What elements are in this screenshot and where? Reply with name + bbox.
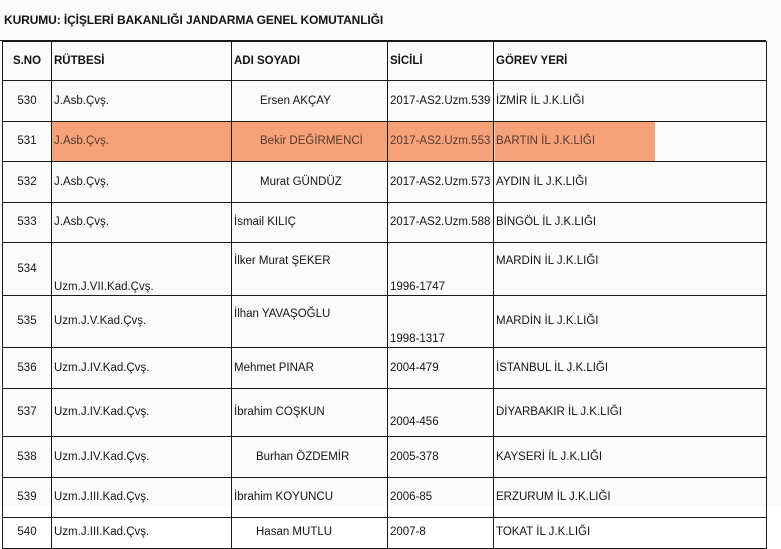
cell-rutbe: J.Asb.Çvş. bbox=[52, 81, 232, 122]
cell-gorev-yeri: BİNGÖL İL J.K.LIĞI bbox=[494, 202, 767, 243]
cell-rutbe: Uzm.J.IV.Kad.Çvş. bbox=[52, 348, 232, 389]
table-row-highlighted bbox=[3, 121, 767, 162]
cell-sno: 539 bbox=[3, 477, 52, 518]
cell-ad-soyad: Ersen AKÇAY bbox=[232, 81, 388, 122]
table-row bbox=[3, 202, 767, 243]
cell-sno: 535 bbox=[3, 295, 52, 348]
cell-gorev-yeri: İZMİR İL J.K.LIĞI bbox=[494, 81, 767, 122]
cell-sicil: 2017-AS2.Uzm.539 bbox=[388, 81, 494, 122]
cell-sicil: 1998-1317 bbox=[388, 295, 494, 348]
cell-sicil: 2006-85 bbox=[388, 477, 494, 518]
document-title: KURUMU: İÇİŞLERİ BAKANLIĞI JANDARMA GENEL KOMUTANLIĞI bbox=[4, 13, 384, 27]
cell-ad-soyad: Burhan ÖZDEMİR bbox=[232, 437, 388, 478]
cell-rutbe: Uzm.J.III.Kad.Çvş. bbox=[52, 477, 232, 518]
cell-sno: 530 bbox=[3, 81, 52, 122]
header-sicil: SİCİLİ bbox=[388, 42, 494, 81]
cell-ad-soyad: İbrahim COŞKUN bbox=[232, 388, 388, 437]
cell-sno: 540 bbox=[3, 518, 52, 549]
table-row bbox=[3, 477, 767, 518]
cell-rutbe: Uzm.J.IV.Kad.Çvş. bbox=[52, 437, 232, 478]
cell-sicil: 2017-AS2.Uzm.573 bbox=[388, 162, 494, 203]
personnel-table bbox=[2, 41, 767, 549]
table-header-row bbox=[3, 42, 767, 81]
cell-rutbe: J.Asb.Çvş. bbox=[52, 202, 232, 243]
cell-rutbe: Uzm.J.V.Kad.Çvş. bbox=[52, 295, 232, 348]
cell-sno: 531 bbox=[3, 121, 52, 162]
cell-gorev-yeri: AYDIN İL J.K.LIĞI bbox=[494, 162, 767, 203]
header-ad-soyad: ADI SOYADI bbox=[232, 42, 388, 81]
table-row-partial bbox=[3, 518, 767, 549]
cell-gorev-yeri: ERZURUM İL J.K.LIĞI bbox=[494, 477, 767, 518]
cell-rutbe: J.Asb.Çvş. bbox=[52, 162, 232, 203]
cell-rutbe: Uzm.J.III.Kad.Çvş. bbox=[52, 518, 232, 549]
cell-ad-soyad: İlker Murat ŞEKER bbox=[232, 243, 388, 296]
cell-sicil: 2017-AS2.Uzm.553 bbox=[388, 121, 494, 162]
table-row bbox=[3, 348, 767, 389]
cell-ad-soyad: Murat GÜNDÜZ bbox=[232, 162, 388, 203]
table-row bbox=[3, 162, 767, 203]
header-gorev-yeri: GÖREV YERİ bbox=[494, 42, 767, 81]
table-row bbox=[3, 243, 767, 296]
cell-ad-soyad: İbrahim KOYUNCU bbox=[232, 477, 388, 518]
cell-sicil: 2017-AS2.Uzm.588 bbox=[388, 202, 494, 243]
table-row bbox=[3, 295, 767, 348]
cell-gorev-yeri: BARTIN İL J.K.LIĞI bbox=[494, 121, 767, 162]
cell-sno: 538 bbox=[3, 437, 52, 478]
cell-sno: 532 bbox=[3, 162, 52, 203]
cell-sno: 533 bbox=[3, 202, 52, 243]
cell-ad-soyad: Mehmet PINAR bbox=[232, 348, 388, 389]
cell-ad-soyad: Hasan MUTLU bbox=[232, 518, 388, 549]
cell-gorev-yeri: MARDİN İL J.K.LIĞI bbox=[494, 295, 767, 348]
cell-ad-soyad: Bekir DEĞİRMENCİ bbox=[232, 121, 388, 162]
cell-gorev-yeri: DİYARBAKIR İL J.K.LIĞI bbox=[494, 388, 767, 437]
cell-sicil: 2007-8 bbox=[388, 518, 494, 549]
cell-sicil: 2005-378 bbox=[388, 437, 494, 478]
cell-ad-soyad: İsmail KILIÇ bbox=[232, 202, 388, 243]
cell-sno: 534 bbox=[3, 243, 52, 296]
cell-sno: 537 bbox=[3, 388, 52, 437]
cell-rutbe: J.Asb.Çvş. bbox=[52, 121, 232, 162]
cell-rutbe: Uzm.J.IV.Kad.Çvş. bbox=[52, 388, 232, 437]
table-row bbox=[3, 437, 767, 478]
cell-gorev-yeri: MARDİN İL J.K.LIĞI bbox=[494, 243, 767, 296]
header-sno: S.NO bbox=[3, 42, 52, 81]
cell-sno: 536 bbox=[3, 348, 52, 389]
header-rutbe: RÜTBESİ bbox=[52, 42, 232, 81]
cell-gorev-yeri: KAYSERİ İL J.K.LIĞI bbox=[494, 437, 767, 478]
cell-gorev-yeri: TOKAT İL J.K.LIĞI bbox=[494, 518, 767, 549]
table-row bbox=[3, 81, 767, 122]
cell-ad-soyad: İlhan YAVAŞOĞLU bbox=[232, 295, 388, 348]
cell-sicil: 2004-479 bbox=[388, 348, 494, 389]
cell-gorev-yeri: İSTANBUL İL J.K.LIĞI bbox=[494, 348, 767, 389]
cell-rutbe: Uzm.J.VII.Kad.Çvş. bbox=[52, 243, 232, 296]
table-row bbox=[3, 388, 767, 437]
cell-sicil: 1996-1747 bbox=[388, 243, 494, 296]
cell-sicil: 2004-456 bbox=[388, 388, 494, 437]
